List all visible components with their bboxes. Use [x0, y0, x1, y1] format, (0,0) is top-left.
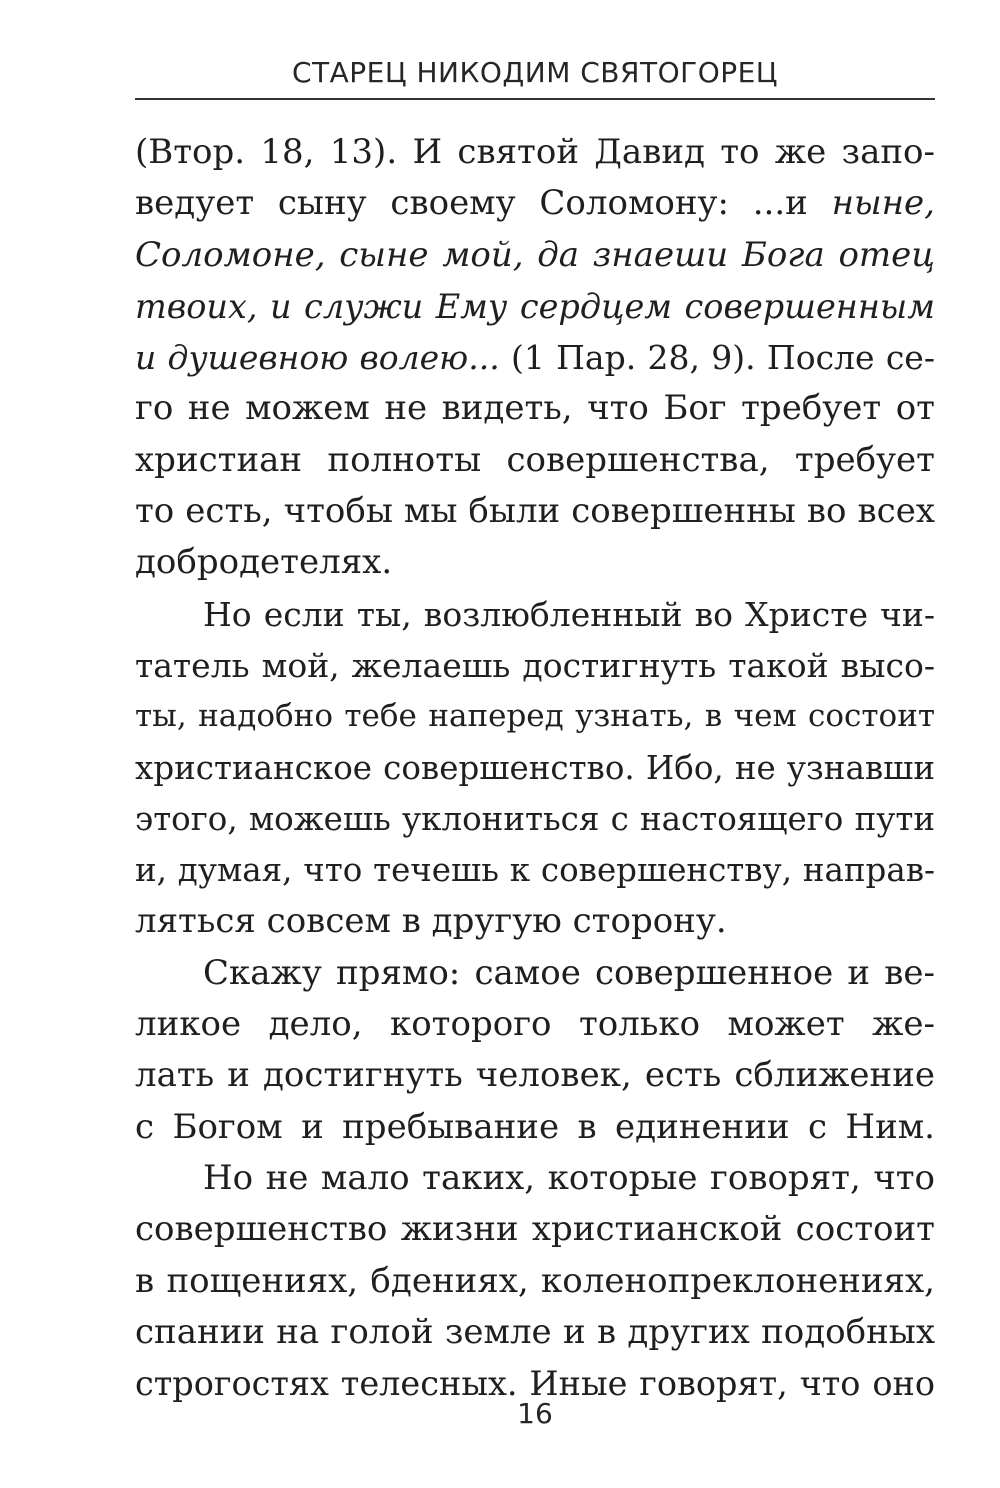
- text-line: с Богом и пребывание в единении с Ним.: [135, 1106, 935, 1147]
- scripture-quote: Соломоне, сыне мой, да знаеши Бога отец: [135, 234, 935, 275]
- text-line: Скажу прямо: самое совершенное и ве-: [203, 952, 935, 993]
- paragraph: [135, 948, 935, 1153]
- text-line: добродетелях.: [135, 542, 393, 583]
- text-line: ляться совсем в другую сторону.: [135, 901, 727, 942]
- text-line: в пощениях, бдениях, коленопреклонениях,: [135, 1260, 935, 1301]
- text-line: строгостях телесных. Иные говорят, что оно: [135, 1364, 935, 1404]
- header-rule: [135, 98, 935, 100]
- scripture-quote: твоих, и служи Ему сердцем совершенным: [135, 286, 935, 326]
- text-line: ликое дело, которого только может же-: [135, 1004, 935, 1045]
- text-line: лать и достигнуть человек, есть сближение: [135, 1055, 935, 1096]
- text-line: этого, можешь уклониться с настоящего пути: [135, 799, 935, 838]
- text-line: (Втор. 18, 13). И святой Давид то же запо-: [135, 132, 935, 172]
- scripture-quote: нынe,: [831, 183, 935, 224]
- paragraph: [135, 1153, 935, 1409]
- paragraph: [135, 127, 935, 589]
- page-number: 16: [517, 1397, 553, 1430]
- text-line: татель мой, желаешь достигнуть такой высо-: [135, 645, 935, 685]
- text-line: го не можем не видеть, что Бог требует от: [135, 388, 935, 429]
- scripture-quote: и душевною волею...: [135, 338, 500, 378]
- text-line: христиан полноты совершенства, требует: [135, 439, 935, 480]
- text-line: и, думая, что течешь к совершенству, направ-: [135, 851, 935, 890]
- text-line: то есть, чтобы мы были совершенны во всех: [135, 491, 935, 532]
- text-line: ведует сыну своему Соломону: ...и нынe,: [135, 183, 935, 224]
- text-line: христианское совершенство. Ибо, не узнавши: [135, 748, 935, 787]
- paragraph: [135, 589, 935, 948]
- body-text: [135, 127, 935, 1409]
- text-line: Но не мало таких, которые говорят, что: [203, 1157, 935, 1198]
- text-line: спании на голой земле и в других подобных: [135, 1311, 935, 1352]
- text-line: совершенство жизни христианской состоит: [135, 1209, 935, 1250]
- text-line: ты, надобно тебе наперед узнать, в чем состоит: [135, 698, 935, 735]
- running-head: СТАРЕЦ НИКОДИМ СВЯТОГОРЕЦ: [291, 56, 779, 89]
- text-line: Но если ты, возлюбленный во Христе чи-: [203, 594, 935, 634]
- text-line: и душевною волею... (1 Пар. 28, 9). После се-: [135, 338, 935, 378]
